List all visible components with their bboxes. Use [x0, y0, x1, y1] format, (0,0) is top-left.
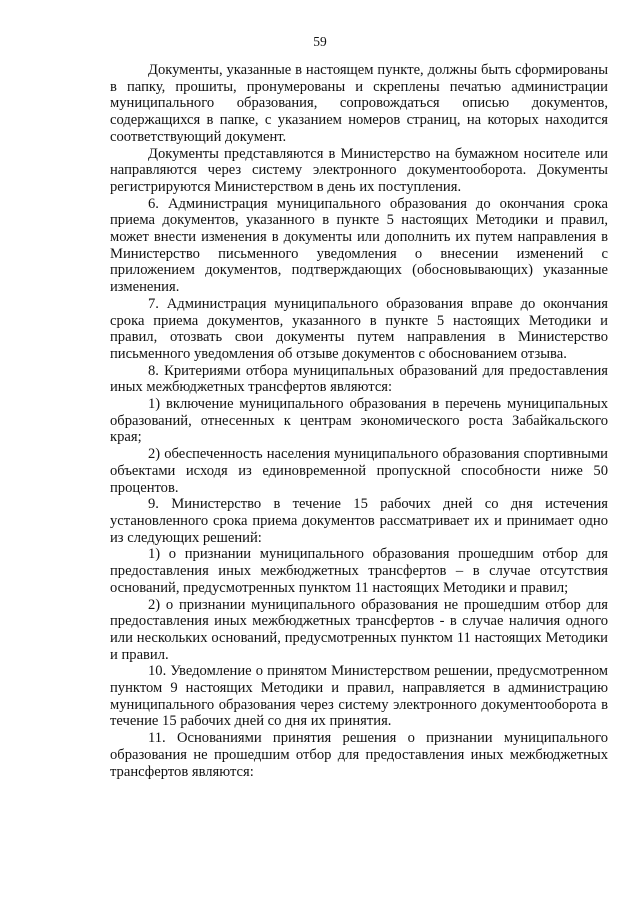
paragraph-item-9-decision-1: 1) о признании муниципального образования прошедшим отбор для предоставления иных межбюджетных трансфертов – в случае отсутствия оснований, предусмотренных пунктом 11 настоящих Методики и правил; [110, 546, 608, 596]
document-body [110, 62, 608, 780]
paragraph-item-9-decision-2: 2) о признании муниципального образования не прошедшим отбор для предоставления иных межбюджетных трансфертов - в случае наличия одного или нескольких оснований, предусмотренных пунктом 11 настоящих Методики и правил. [110, 596, 608, 663]
page-number: 59 [313, 34, 327, 49]
paragraph-item-9: 9. Министерство в течение 15 рабочих дней со дня истечения установленного срока приема документов рассматривает их и принимает одно из следующих решений: [110, 496, 608, 546]
paragraph-item-10: 10. Уведомление о принятом Министерством решении, предусмотренном пунктом 9 настоящих Методики и правил, направляется в администрацию муниципального образования через систему электронного документооборота в течение 15 рабочих дней со дня их принятия. [110, 663, 608, 730]
paragraph-documents-folder: Документы, указанные в настоящем пункте, должны быть сформированы в папку, прошиты, пронумерованы и скреплены печатью администрации муниципального образования, сопровождаться описью документов, содержащихся в папке, с указанием номеров страниц, на которых находится соответствующий документ. [110, 62, 608, 145]
paragraph-item-11: 11. Основаниями принятия решения о признании муниципального образования не прошедшим отбор для предоставления иных межбюджетных трансфертов являются: [110, 730, 608, 780]
paragraph-item-8: 8. Критериями отбора муниципальных образований для предоставления иных межбюджетных трансфертов являются: [110, 362, 608, 396]
paragraph-item-8-criterion-1: 1) включение муниципального образования в перечень муниципальных образований, отнесенных к центрам экономического роста Забайкальского края; [110, 396, 608, 446]
paragraph-item-6: 6. Администрация муниципального образования до окончания срока приема документов, указанного в пункте 5 настоящих Методики и правил, может внести изменения в документы или дополнить их путем направления в Министерство письменного уведомления о внесении изменений с приложением документов, подтверждающих (обосновывающих) указанные изменения. [110, 195, 608, 296]
paragraph-item-8-criterion-2: 2) обеспеченность населения муниципального образования спортивными объектами исходя из единовременной пропускной способности ниже 50 процентов. [110, 446, 608, 496]
paragraph-item-7: 7. Администрация муниципального образования вправе до окончания срока приема документов, указанного в пункте 5 настоящих Методики и правил, отозвать свои документы путем направления в Министерство письменного уведомления об отзыве документов с обоснованием отзыва. [110, 295, 608, 362]
paragraph-documents-submission: Документы представляются в Министерство на бумажном носителе или направляются через систему электронного документооборота. Документы регистрируются Министерством в день их поступления. [110, 145, 608, 195]
